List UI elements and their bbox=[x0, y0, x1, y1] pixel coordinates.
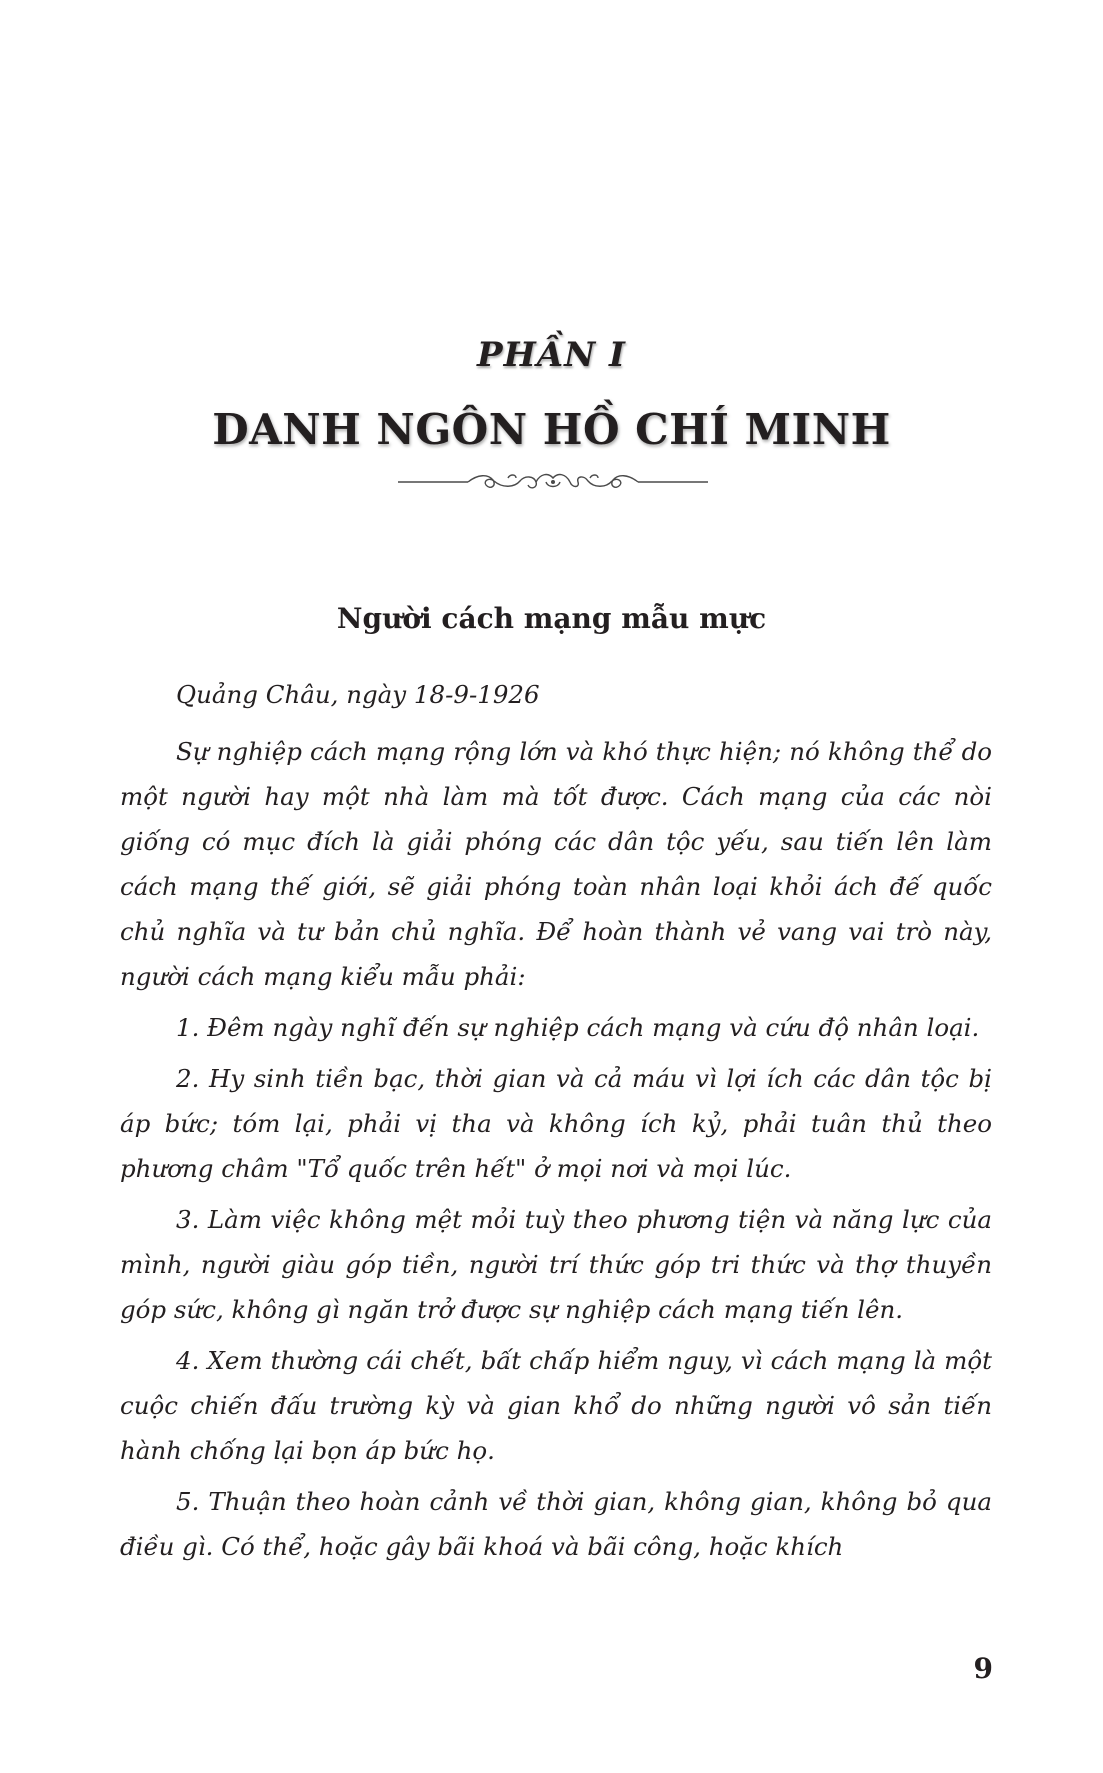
section-title: Người cách mạng mẫu mực bbox=[336, 602, 767, 635]
dateline: Quảng Châu, ngày 18-9-1926 bbox=[176, 680, 540, 709]
page-number: 9 bbox=[973, 1652, 993, 1685]
flourish-divider-icon bbox=[398, 468, 708, 496]
part-label: PHẦN I bbox=[477, 335, 626, 375]
paragraph-item-4: 4. Xem thường cái chết, bất chấp hiểm nguy, vì cách mạng là một cuộc chiến đấu trường kỳ và gian khổ do những người vô sản tiến hành chống lại bọn áp bức họ. bbox=[120, 1346, 992, 1465]
paragraph-item-3: 3. Làm việc không mệt mỏi tuỳ theo phương tiện và năng lực của mình, người giàu góp tiền, người trí thức góp tri thức và thợ thuyền góp sức, không gì ngăn trở được sự nghiệp cách mạng tiến lên. bbox=[120, 1205, 992, 1324]
paragraph-item-1: 1. Đêm ngày nghĩ đến sự nghiệp cách mạng và cứu độ nhân loại. bbox=[176, 1013, 980, 1042]
body-text bbox=[120, 672, 992, 1575]
paragraph-item-2: 2. Hy sinh tiền bạc, thời gian và cả máu vì lợi ích các dân tộc bị áp bức; tóm lại, phải vị tha và không ích kỷ, phải tuân thủ theo phương châm "Tổ quốc trên hết" ở mọi nơi và mọi lúc. bbox=[120, 1064, 992, 1183]
part-title: DANH NGÔN HỒ CHÍ MINH bbox=[212, 405, 891, 454]
paragraph-item-5: 5. Thuận theo hoàn cảnh về thời gian, không gian, không bỏ qua điều gì. Có thể, hoặc gây bãi khoá và bãi công, hoặc khích bbox=[120, 1487, 992, 1561]
paragraph-intro: Sự nghiệp cách mạng rộng lớn và khó thực hiện; nó không thể do một người hay một nhà làm mà tốt được. Cách mạng của các nòi giống có mục đích là giải phóng các dân tộc yếu, sau tiến lên làm cách mạng thế giới, sẽ giải phóng toàn nhân loại khỏi ách đế quốc chủ nghĩa và tư bản chủ nghĩa. Để hoàn thành vẻ vang vai trò này, người cách mạng kiểu mẫu phải: bbox=[120, 737, 992, 991]
